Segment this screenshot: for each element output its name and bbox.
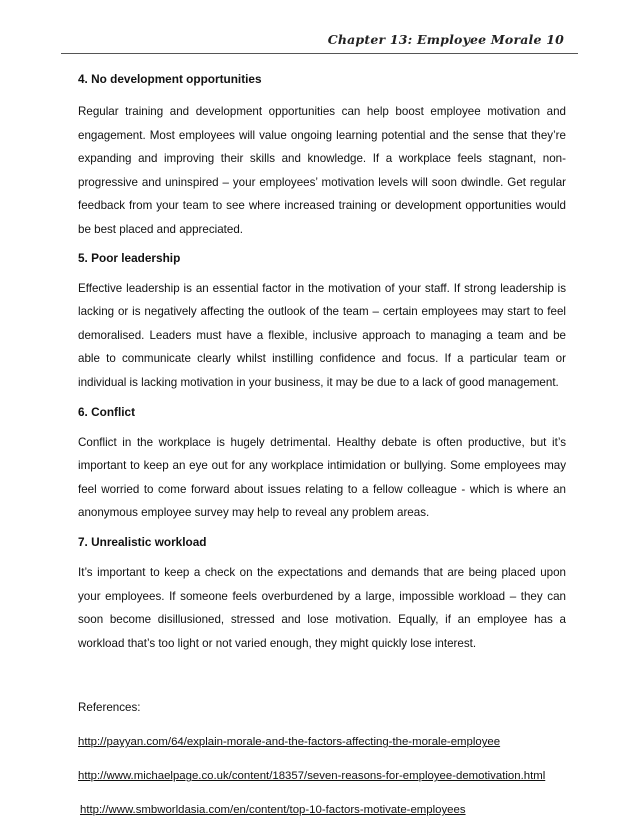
section-heading-conflict: 6. Conflict xyxy=(78,404,136,419)
section-heading-poor-leadership: 5. Poor leadership xyxy=(78,250,181,265)
reference-link-payyan[interactable]: http://payyan.com/64/explain-morale-and-the-factors-affecting-the-morale-employee xyxy=(78,736,501,749)
page-header-title: Chapter 13: Employee Morale 10 xyxy=(327,32,564,47)
section-body-unrealistic-workload: It’s important to keep a check on the expectations and demands that are being placed upon your employees. If someone feels overburdened by a large, impossible workload – they can soon become disillusioned, stressed and lose motivation. Equally, if an employee has a workload that’s too light or not varied enough, they might quickly lose interest. xyxy=(78,565,566,650)
header-divider xyxy=(61,53,578,54)
section-body-poor-leadership: Effective leadership is an essential factor in the motivation of your staff. If strong leadership is lacking or is negatively affecting the outlook of the team – certain employees may start to feel demoralised. Leaders must have a flexible, inclusive approach to managing a team and be able to communicate clearly whilst instilling confidence and focus. If a particular team or individual is lacking motivation in your business, it may be due to a lack of good management. xyxy=(78,281,566,389)
page-content xyxy=(78,66,566,818)
reference-link-smbworldasia[interactable]: http://www.smbworldasia.com/en/content/top-10-factors-motivate-employees xyxy=(80,804,466,817)
references-label: References: xyxy=(78,701,141,715)
section-body-conflict: Conflict in the workplace is hugely detrimental. Healthy debate is often productive, but it’s important to keep an eye out for any workplace intimidation or bullying. Some employees may feel worried to come forward about issues relating to a fellow colleague - which is where an anonymous employee survey may help to reveal any problem areas. xyxy=(78,435,566,520)
section-heading-unrealistic-workload: 7. Unrealistic workload xyxy=(78,534,207,549)
reference-link-michaelpage[interactable]: http://www.michaelpage.co.uk/content/18357/seven-reasons-for-employee-demotivation.html xyxy=(78,770,546,783)
section-heading-no-development: 4. No development opportunities xyxy=(78,72,262,86)
section-body-no-development: Regular training and development opportunities can help boost employee motivation and engagement. Most employees will value ongoing learning potential and the sense that they’re expanding and improving their skills and knowledge. If a workplace feels stagnant, non-progressive and uninspired – your employees’ motivation levels will soon dwindle. Get regular feedback from your team to see where increased training or development opportunities would be best placed and appreciated. xyxy=(78,105,566,236)
